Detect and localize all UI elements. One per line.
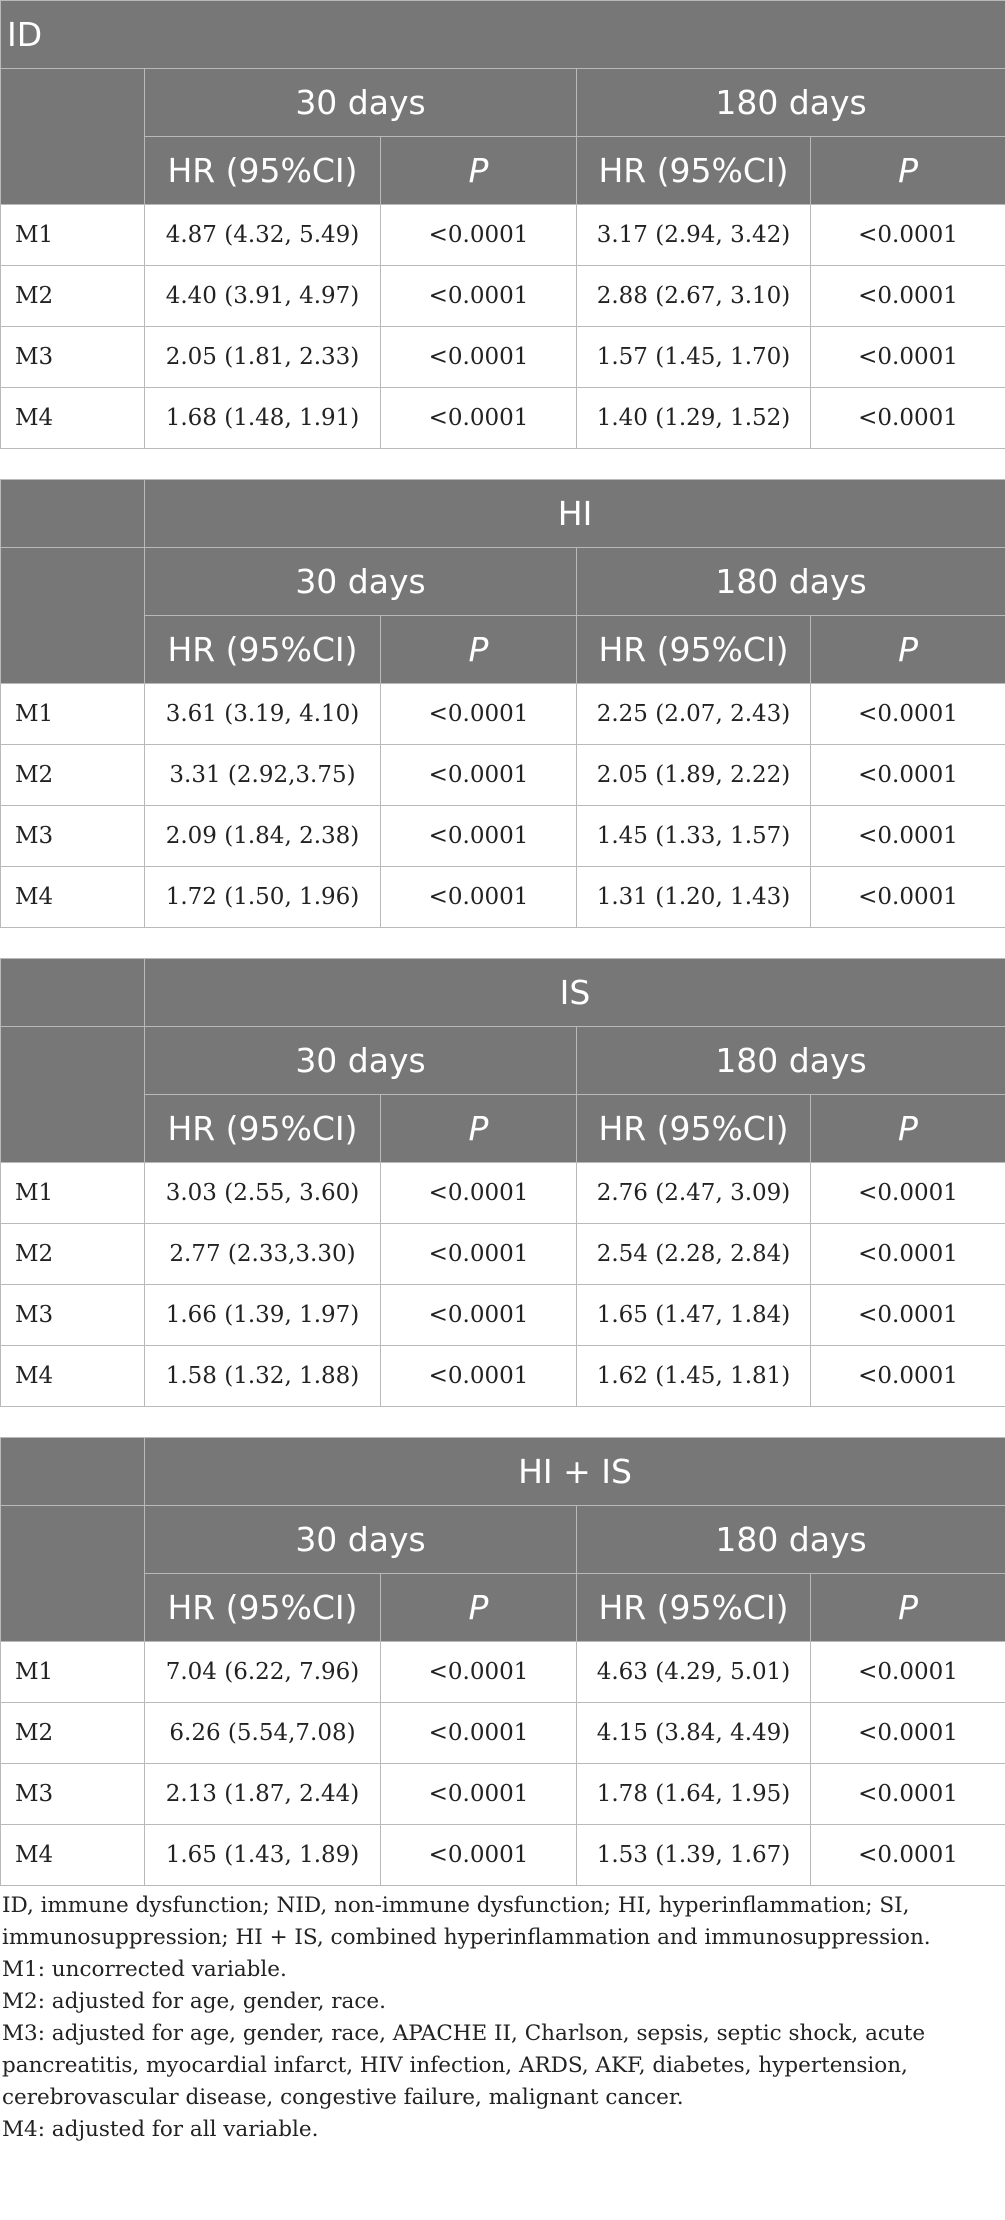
hr-180-value: 1.53 (1.39, 1.67) — [577, 1825, 811, 1886]
p-30-value: <0.0001 — [381, 1764, 577, 1825]
hr-180-value: 4.15 (3.84, 4.49) — [577, 1703, 811, 1764]
p-180-value: <0.0001 — [811, 1346, 1005, 1407]
hr-180-value: 2.05 (1.89, 2.22) — [577, 745, 811, 806]
period-30-header: 30 days — [145, 1506, 577, 1574]
hr-30-value: 3.31 (2.92,3.75) — [145, 745, 381, 806]
hr-180-value: 4.63 (4.29, 5.01) — [577, 1642, 811, 1703]
model-label: M3 — [1, 1764, 145, 1825]
hr-30-header: HR (95%CI) — [145, 1574, 381, 1642]
hr-180-header: HR (95%CI) — [577, 1095, 811, 1163]
model-label: M4 — [1, 388, 145, 449]
table-title: HI — [145, 480, 1005, 548]
hr-180-value: 1.31 (1.20, 1.43) — [577, 867, 811, 928]
p-180-value: <0.0001 — [811, 1764, 1005, 1825]
table-gap — [0, 928, 1005, 958]
hr-30-header: HR (95%CI) — [145, 1095, 381, 1163]
p-30-value: <0.0001 — [381, 327, 577, 388]
footnote-m3: M3: adjusted for age, gender, race, APACHE II, Charlson, sepsis, septic shock, acute pancreatitis, myocardial infarct, HIV infection, ARDS, AKF, diabetes, hypertension, cerebrovascular disease, congestive failure, malignant cancer. — [2, 2021, 926, 2110]
model-label: M3 — [1, 1285, 145, 1346]
footnote-m2: M2: adjusted for age, gender, race. — [2, 1989, 386, 2014]
table-row — [1, 745, 1005, 806]
model-label: M4 — [1, 1346, 145, 1407]
p-30-value: <0.0001 — [381, 745, 577, 806]
row-label-header — [1, 959, 145, 1027]
model-label: M1 — [1, 1642, 145, 1703]
p-30-value: <0.0001 — [381, 388, 577, 449]
hr-30-value: 1.58 (1.32, 1.88) — [145, 1346, 381, 1407]
hr-30-value: 2.09 (1.84, 2.38) — [145, 806, 381, 867]
p-180-value: <0.0001 — [811, 1703, 1005, 1764]
hr-180-value: 1.78 (1.64, 1.95) — [577, 1764, 811, 1825]
p-180-value: <0.0001 — [811, 806, 1005, 867]
p-30-header: P — [381, 1574, 577, 1642]
hr-30-value: 1.65 (1.43, 1.89) — [145, 1825, 381, 1886]
model-label: M1 — [1, 1163, 145, 1224]
p-180-value: <0.0001 — [811, 684, 1005, 745]
p-180-value: <0.0001 — [811, 1825, 1005, 1886]
model-label: M3 — [1, 806, 145, 867]
table-gap — [0, 1407, 1005, 1437]
hr-180-header: HR (95%CI) — [577, 137, 811, 205]
table-row — [1, 1224, 1005, 1285]
model-label: M2 — [1, 266, 145, 327]
table-row — [1, 205, 1005, 266]
hr-30-value: 1.72 (1.50, 1.96) — [145, 867, 381, 928]
row-label-header — [1, 69, 145, 205]
p-30-value: <0.0001 — [381, 1224, 577, 1285]
hr-180-value: 2.54 (2.28, 2.84) — [577, 1224, 811, 1285]
hr-180-value: 1.45 (1.33, 1.57) — [577, 806, 811, 867]
footnote-m4: M4: adjusted for all variable. — [2, 2117, 319, 2142]
p-30-value: <0.0001 — [381, 806, 577, 867]
table-row — [1, 266, 1005, 327]
hr-30-value: 7.04 (6.22, 7.96) — [145, 1642, 381, 1703]
table-row — [1, 867, 1005, 928]
p-30-value: <0.0001 — [381, 1825, 577, 1886]
hr-30-value: 2.13 (1.87, 2.44) — [145, 1764, 381, 1825]
hr-180-header: HR (95%CI) — [577, 616, 811, 684]
table-row — [1, 1825, 1005, 1886]
hr-180-value: 2.76 (2.47, 3.09) — [577, 1163, 811, 1224]
hr-180-value: 1.40 (1.29, 1.52) — [577, 388, 811, 449]
hr-30-header: HR (95%CI) — [145, 137, 381, 205]
table-row — [1, 1285, 1005, 1346]
p-180-value: <0.0001 — [811, 1163, 1005, 1224]
hr-180-value: 2.88 (2.67, 3.10) — [577, 266, 811, 327]
period-180-header: 180 days — [577, 548, 1005, 616]
hr-30-value: 3.61 (3.19, 4.10) — [145, 684, 381, 745]
hr-30-value: 1.66 (1.39, 1.97) — [145, 1285, 381, 1346]
p-180-value: <0.0001 — [811, 867, 1005, 928]
table-row — [1, 1163, 1005, 1224]
model-label: M2 — [1, 1703, 145, 1764]
row-label-header — [1, 1506, 145, 1642]
p-180-value: <0.0001 — [811, 1224, 1005, 1285]
p-30-value: <0.0001 — [381, 1285, 577, 1346]
p-30-value: <0.0001 — [381, 1163, 577, 1224]
table-title: HI + IS — [145, 1438, 1005, 1506]
hr-180-header: HR (95%CI) — [577, 1574, 811, 1642]
p-30-value: <0.0001 — [381, 1642, 577, 1703]
hr-30-value: 4.87 (4.32, 5.49) — [145, 205, 381, 266]
hr-30-value: 2.77 (2.33,3.30) — [145, 1224, 381, 1285]
p-30-value: <0.0001 — [381, 205, 577, 266]
p-180-value: <0.0001 — [811, 388, 1005, 449]
table-row — [1, 1764, 1005, 1825]
table-row — [1, 684, 1005, 745]
table-row — [1, 1346, 1005, 1407]
p-180-header: P — [811, 1095, 1005, 1163]
model-label: M4 — [1, 867, 145, 928]
p-30-value: <0.0001 — [381, 867, 577, 928]
hr-30-header: HR (95%CI) — [145, 616, 381, 684]
hr-180-value: 1.65 (1.47, 1.84) — [577, 1285, 811, 1346]
hr-30-value: 1.68 (1.48, 1.91) — [145, 388, 381, 449]
row-label-header — [1, 1438, 145, 1506]
model-label: M1 — [1, 684, 145, 745]
hr-180-value: 3.17 (2.94, 3.42) — [577, 205, 811, 266]
model-label: M1 — [1, 205, 145, 266]
p-30-value: <0.0001 — [381, 684, 577, 745]
p-180-header: P — [811, 137, 1005, 205]
hr-180-value: 1.62 (1.45, 1.81) — [577, 1346, 811, 1407]
table-title: ID — [1, 1, 1005, 69]
hr-table-id — [0, 0, 1005, 449]
p-30-header: P — [381, 616, 577, 684]
hr-30-value: 6.26 (5.54,7.08) — [145, 1703, 381, 1764]
row-label-header — [1, 1027, 145, 1163]
p-180-value: <0.0001 — [811, 266, 1005, 327]
period-180-header: 180 days — [577, 1506, 1005, 1574]
table-row — [1, 1703, 1005, 1764]
p-180-header: P — [811, 616, 1005, 684]
hr-180-value: 1.57 (1.45, 1.70) — [577, 327, 811, 388]
table-row — [1, 806, 1005, 867]
row-label-header — [1, 480, 145, 548]
row-label-header — [1, 548, 145, 684]
table-row — [1, 388, 1005, 449]
model-label: M2 — [1, 745, 145, 806]
p-30-value: <0.0001 — [381, 266, 577, 327]
p-180-value: <0.0001 — [811, 1642, 1005, 1703]
hr-30-value: 2.05 (1.81, 2.33) — [145, 327, 381, 388]
period-30-header: 30 days — [145, 69, 577, 137]
hr-table-hi — [0, 479, 1005, 928]
hr-30-value: 3.03 (2.55, 3.60) — [145, 1163, 381, 1224]
period-180-header: 180 days — [577, 1027, 1005, 1095]
hr-table-hi-is — [0, 1437, 1005, 1886]
model-label: M3 — [1, 327, 145, 388]
p-180-value: <0.0001 — [811, 327, 1005, 388]
p-30-value: <0.0001 — [381, 1346, 577, 1407]
period-30-header: 30 days — [145, 548, 577, 616]
p-180-header: P — [811, 1574, 1005, 1642]
table-footnotes — [0, 1886, 998, 2146]
footnote-abbreviations: ID, immune dysfunction; NID, non-immune dysfunction; HI, hyperinflammation; SI, immunosuppression; HI + IS, combined hyperinflammation and immunosuppression. — [2, 1893, 931, 1950]
hr-30-value: 4.40 (3.91, 4.97) — [145, 266, 381, 327]
period-180-header: 180 days — [577, 69, 1005, 137]
p-180-value: <0.0001 — [811, 1285, 1005, 1346]
table-title: IS — [145, 959, 1005, 1027]
hr-table-is — [0, 958, 1005, 1407]
table-gap — [0, 449, 1005, 479]
p-180-value: <0.0001 — [811, 205, 1005, 266]
p-30-value: <0.0001 — [381, 1703, 577, 1764]
table-row — [1, 1642, 1005, 1703]
model-label: M2 — [1, 1224, 145, 1285]
p-30-header: P — [381, 137, 577, 205]
table-row — [1, 327, 1005, 388]
hr-180-value: 2.25 (2.07, 2.43) — [577, 684, 811, 745]
period-30-header: 30 days — [145, 1027, 577, 1095]
p-30-header: P — [381, 1095, 577, 1163]
p-180-value: <0.0001 — [811, 745, 1005, 806]
model-label: M4 — [1, 1825, 145, 1886]
footnote-m1: M1: uncorrected variable. — [2, 1957, 287, 1982]
